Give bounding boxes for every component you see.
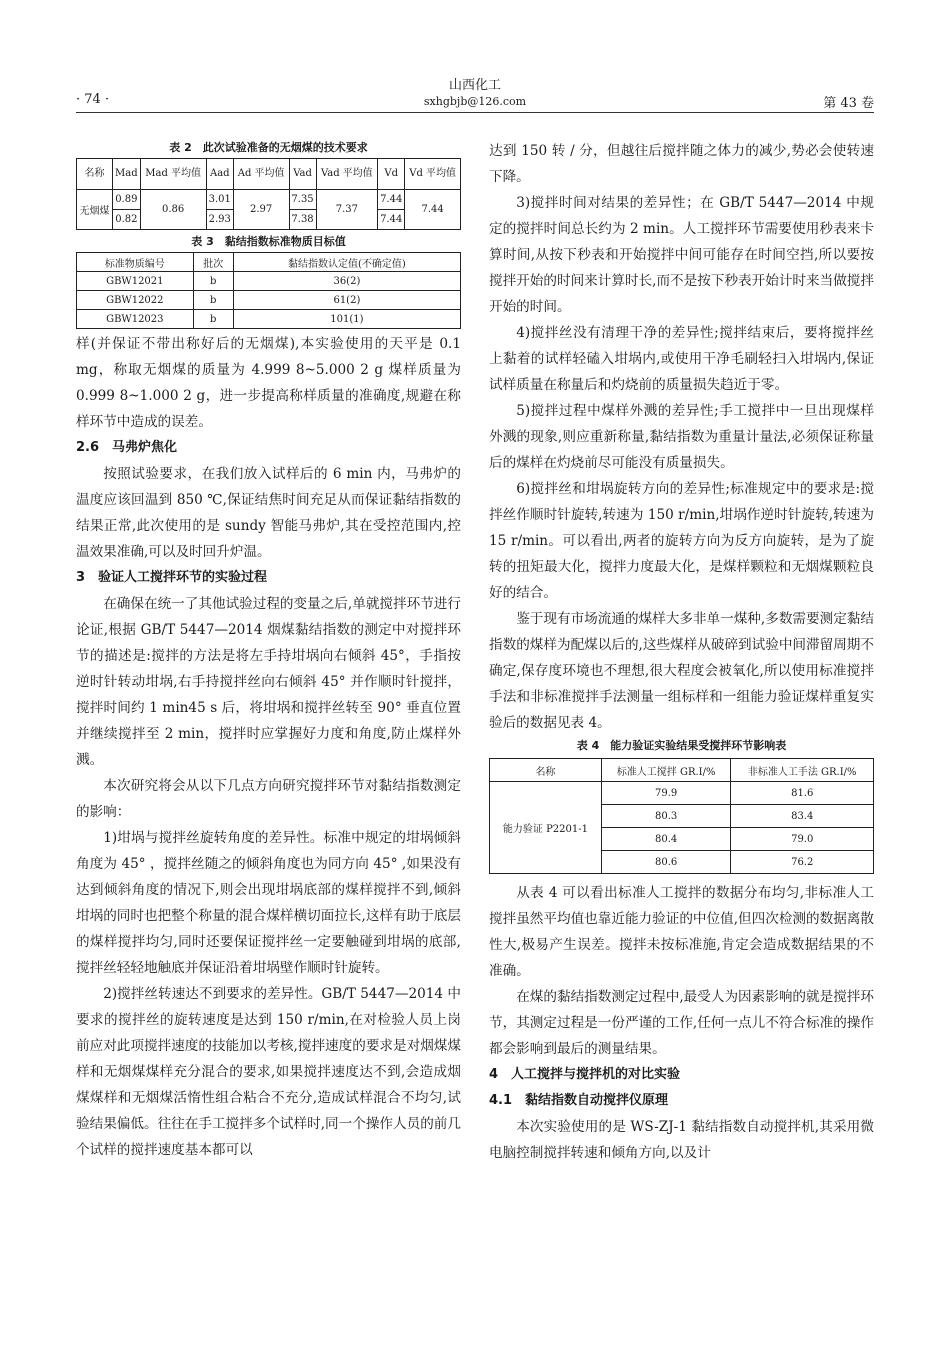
- table3-header: 黏结指数认定值(不确定值): [233, 253, 460, 272]
- table3-header-row: [77, 253, 461, 272]
- right-column: [489, 138, 874, 1166]
- table4-header-row: [490, 759, 874, 782]
- table-cell: b: [193, 310, 233, 329]
- table-cell: 76.2: [731, 851, 874, 874]
- table2-header-row: [77, 159, 461, 190]
- table3-caption: 表 3 黏结指数标准物质目标值: [191, 235, 346, 248]
- volume-label: 第 43 卷: [823, 96, 874, 111]
- table2-header: Vd 平均值: [405, 159, 461, 190]
- table-cell: 80.3: [601, 805, 731, 828]
- table4: [489, 758, 874, 874]
- page-header: [76, 78, 874, 113]
- table-row: [77, 272, 461, 291]
- section-heading-3: 3 验证人工搅拌环节的实验过程: [76, 570, 268, 585]
- table2-caption: 表 2 此次试验准备的无烟煤的技术要求: [169, 141, 368, 154]
- table-cell: 2.97: [233, 190, 289, 230]
- table2-header: Mad 平均值: [140, 159, 206, 190]
- table2-header: Ad 平均值: [233, 159, 289, 190]
- paragraph: 本次研究将会从以下几点方向研究搅拌环节对黏结指数测定的影响：: [76, 778, 461, 820]
- table4-caption: 表 4 能力验证实验结果受搅拌环节影响表: [576, 739, 787, 752]
- journal-info: [76, 78, 874, 110]
- paragraph: 按照试验要求，在我们放入试样后的 6 min 内，马弗炉的温度应该回温到 850 ℃,保证结焦时间充足从而保证黏结指数的结果正常,此次使用的是 sundy 智能马弗炉,其在受控范围内,控温效果准确,可以及时回升炉温。: [76, 466, 461, 560]
- table-cell: 7.44: [378, 190, 405, 210]
- table-cell: GBW12022: [77, 291, 194, 310]
- paragraph: 2)搅拌丝转速达不到要求的差异性。GB/T 5447—2014 中要求的搅拌丝的旋转速度是达到 150 r/min,在对检验人员上岗前应对此项搅拌速度的技能加以考核,搅拌速度的要求是对烟煤煤样和无烟煤煤样充分混合的要求,如果搅拌速度达不到,会造成烟煤煤样和无烟煤活惰性组合粘合不充分,造成试样混合不均匀,试验结果偏低。往往在手工搅拌多个试样时,同一个操作人员的前几个试样的搅拌速度基本都可以: [76, 986, 461, 1158]
- left-column: [76, 138, 461, 1163]
- table-cell: 7.35: [289, 190, 316, 210]
- section-heading-4-1: 4.1 黏结指数自动搅拌仪原理: [489, 1093, 669, 1108]
- table-row: [77, 291, 461, 310]
- paragraph: 在煤的黏结指数测定过程中,最受人为因素影响的就是搅拌环节，其测定过程是一份严谨的工作,任何一点儿不符合标准的操作都会影响到最后的测量结果。: [489, 989, 874, 1057]
- table-cell: 3.01: [206, 190, 233, 210]
- table-cell: 79.9: [601, 782, 731, 805]
- table-cell: 0.82: [113, 210, 141, 230]
- journal-email: sxhgbjb@126.com: [423, 95, 527, 108]
- table2-header: Vd: [378, 159, 405, 190]
- paragraph: 4)搅拌丝没有清理干净的差异性;搅拌结束后，要将搅拌丝上黏着的试样轻磕入坩埚内,或使用干净毛刷轻扫入坩埚内,保证试样质量在称量后和灼烧前的质量损失趋近于零。: [489, 325, 874, 393]
- table-cell: 7.38: [289, 210, 316, 230]
- table-cell: b: [193, 291, 233, 310]
- table-cell: 36(2): [233, 272, 460, 291]
- paragraph: 5)搅拌过程中煤样外溅的差异性;手工搅拌中一旦出现煤样外溅的现象,则应重新称量,黏结指数为重量计量法,必须保证称量后的煤样在灼烧前尽可能没有质量损失。: [489, 403, 874, 471]
- table2-header: Aad: [206, 159, 233, 190]
- table2: [76, 158, 461, 230]
- table3-header: 批次: [193, 253, 233, 272]
- table-cell: 101(1): [233, 310, 460, 329]
- table-cell: 7.44: [405, 190, 461, 230]
- table-cell: 81.6: [731, 782, 874, 805]
- table-cell: 0.89: [113, 190, 141, 210]
- table2-header: Vad: [289, 159, 316, 190]
- page-number: · 74 ·: [76, 92, 110, 107]
- section-heading-4: 4 人工搅拌与搅拌机的对比实验: [489, 1067, 681, 1082]
- paragraph: 达到 150 转 / 分，但越往后搅拌随之体力的减少,势必会使转速下降。: [489, 143, 874, 185]
- table-cell: 7.37: [316, 190, 378, 230]
- table2-name-cell: 无烟煤: [77, 190, 113, 230]
- section-heading-2-6: 2.6 马弗炉焦化: [76, 440, 178, 455]
- table4-name-cell: 能力验证 P2201-1: [490, 782, 602, 874]
- table2-header: 名称: [77, 159, 113, 190]
- table3: [76, 252, 461, 329]
- paragraph: 从表 4 可以看出标准人工搅拌的数据分布均匀,非标准人工搅拌虽然平均值也靠近能力验证的中位值,但四次检测的数据离散性大,极易产生误差。搅拌未按标准施,肯定会造成数据结果的不准确。: [489, 885, 874, 979]
- paragraph: 在确保在统一了其他试验过程的变量之后,单就搅拌环节进行论证,根据 GB/T 5447—2014 烟煤黏结指数的测定中对搅拌环节的描述是:搅拌的方法是将左手持坩埚向右倾斜 45°，手指按逆时针转动坩埚,右手持搅拌丝向右倾斜 45° 并作顺时针搅拌，搅拌时间约 1 min45 s 后，将坩埚和搅拌丝转至 90° 垂直位置并继续搅拌至 2 min，搅拌时应掌握好力度和角度,防止煤样外溅。: [76, 596, 461, 768]
- table-cell: 80.6: [601, 851, 731, 874]
- table4-header: 名称: [490, 759, 602, 782]
- paragraph: 3)搅拌时间对结果的差异性；在 GB/T 5447—2014 中规定的搅拌时间总长约为 2 min。人工搅拌环节需要使用秒表来卡算时间,从按下秒表和开始搅拌中间可能存在时间空挡,所以要按搅拌开始的时间来计算时长,而不是按下秒表开始计时来当做搅拌开始的时间。: [489, 195, 874, 315]
- journal-title: 山西化工: [448, 78, 501, 93]
- table-cell: 83.4: [731, 805, 874, 828]
- table4-header: 标准人工搅拌 GR.I/%: [601, 759, 731, 782]
- table-cell: 61(2): [233, 291, 460, 310]
- table-cell: GBW12021: [77, 272, 194, 291]
- paragraph: 6)搅拌丝和坩埚旋转方向的差异性;标准规定中的要求是:搅拌丝作顺时针旋转,转速为 150 r/min,坩埚作逆时针旋转,转速为 15 r/min。可以看出,两者的旋转方向为反方向旋转，是为了旋转的扭矩最大化，搅拌力度最大化，是煤样颗粒和无烟煤颗粒良好的结合。: [489, 481, 874, 601]
- table-cell: GBW12023: [77, 310, 194, 329]
- table-cell: 79.0: [731, 828, 874, 851]
- paragraph: 鉴于现有市场流通的煤样大多非单一煤种,多数需要测定黏结指数的煤样为配煤以后的,这些煤样从破碎到试验中间滞留周期不确定,保存度环境也不理想,很大程度会被氧化,所以使用标准搅拌手法和非标准搅拌手法测量一组标样和一组能力验证煤样重复实验后的数据见表 4。: [489, 611, 874, 731]
- table-cell: 80.4: [601, 828, 731, 851]
- table-row: [77, 190, 461, 210]
- table3-header: 标准物质编号: [77, 253, 194, 272]
- table2-header: Mad: [113, 159, 141, 190]
- table-cell: 2.93: [206, 210, 233, 230]
- table4-header: 非标准人工手法 GR.I/%: [731, 759, 874, 782]
- table-row: [77, 310, 461, 329]
- paragraph: 1)坩埚与搅拌丝旋转角度的差异性。标准中规定的坩埚倾斜角度为 45° ，搅拌丝随之的倾斜角度也为同方向 45° ,如果没有达到倾斜角度的情况下,则会出现坩埚底部的煤样搅拌不到,倾斜坩埚的同时也把整个称量的混合煤样横切面拉长,这样有助于底层的煤样搅拌均匀,同时还要保证搅拌丝一定要触碰到坩埚的底部,搅拌丝轻轻地触底并保证沿着坩埚壁作顺时针旋转。: [76, 830, 461, 976]
- paragraph: 样(并保证不带出称好后的无烟煤),本实验使用的天平是 0.1 mg，称取无烟煤的质量为 4.999 8~5.000 2 g 煤样质量为 0.999 8~1.000 2 g，进一步提高称样质量的准确度,规避在称样环节中造成的误差。: [76, 336, 461, 430]
- table-cell: 7.44: [378, 210, 405, 230]
- table-row: [490, 782, 874, 805]
- paragraph: 本次实验使用的是 WS-ZJ-1 黏结指数自动搅拌机,其采用微电脑控制搅拌转速和倾角方向,以及计: [489, 1119, 874, 1161]
- table2-header: Vad 平均值: [316, 159, 378, 190]
- table-cell: b: [193, 272, 233, 291]
- table-cell: 0.86: [140, 190, 206, 230]
